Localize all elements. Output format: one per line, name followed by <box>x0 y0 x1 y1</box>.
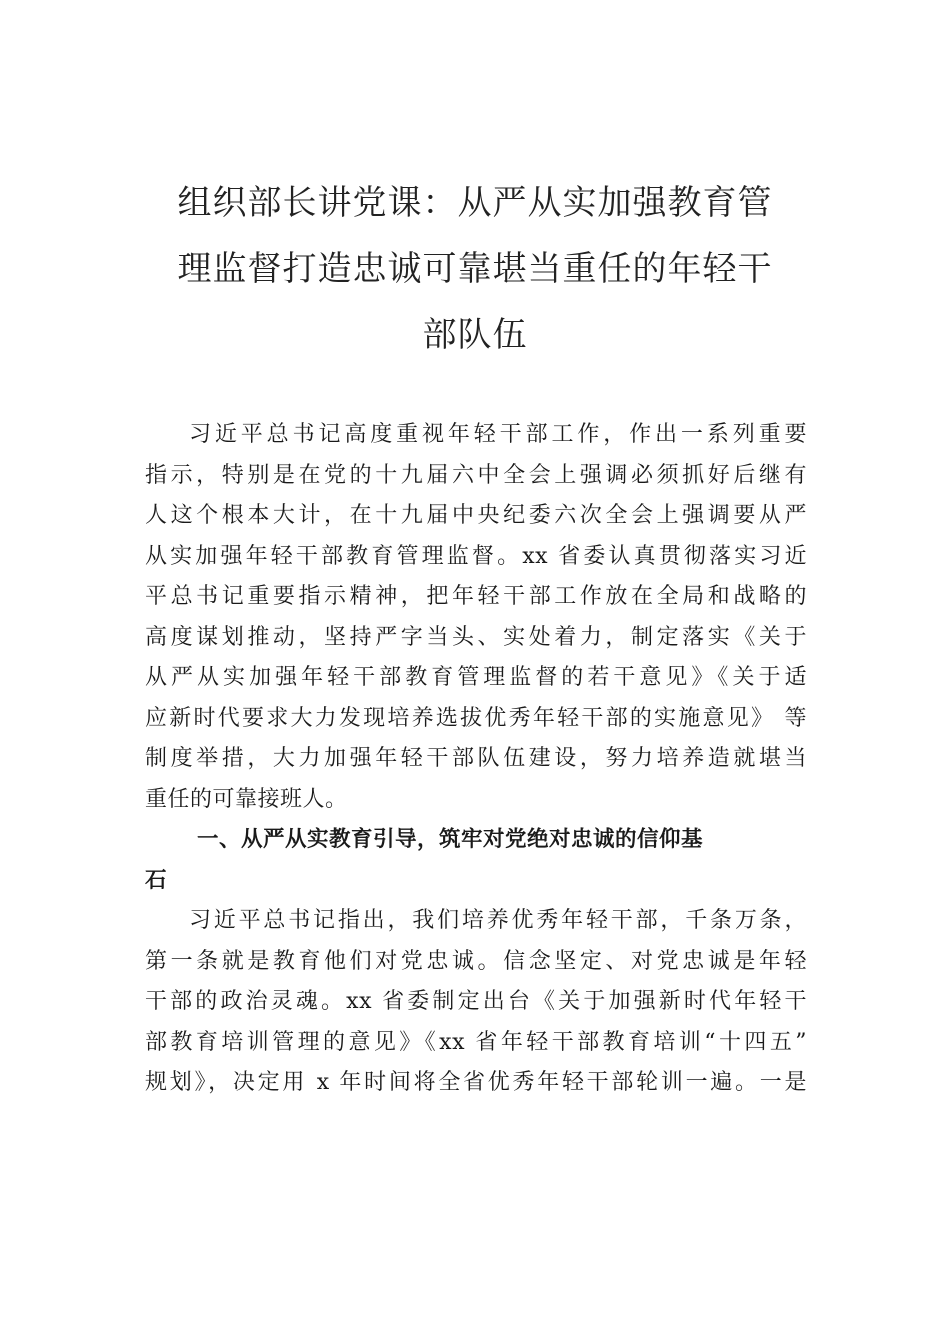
paragraph-line: 干部的政治灵魂。xx 省委制定出台《关于加强新时代年轻干 <box>145 989 807 1014</box>
paragraph-line: 从实加强年轻干部教育管理监督。xx 省委认真贯彻落实习近 <box>145 543 807 569</box>
paragraph-line: 指示，特别是在党的十九届六中全会上强调必须抓好后继有 <box>145 462 807 488</box>
title-line: 组织部长讲党课：从严从实加强教育管 <box>177 183 773 223</box>
paragraph-line: 部教育培训管理的意见》《xx 省年轻干部教育培训“十四五” <box>145 1029 807 1055</box>
section-heading-line: 一、从严从实教育引导，筑牢对党绝对忠诚的信仰基 <box>197 827 704 852</box>
paragraph-line: 重任的可靠接班人。 <box>145 786 348 812</box>
paragraph-line: 应新时代要求大力发现培养选拔优秀年轻干部的实施意见》 等 <box>145 705 807 731</box>
paragraph-line: 第一条就是教育他们对党忠诚。信念坚定、对党忠诚是年轻 <box>145 948 807 974</box>
document-title <box>145 170 805 368</box>
paragraph-line: 习近平总书记指出，我们培养优秀年轻干部，千条万条， <box>189 908 807 933</box>
paragraph-line: 制度举措，大力加强年轻干部队伍建设，努力培养造就堪当 <box>145 746 807 771</box>
paragraph-line: 习近平总书记高度重视年轻干部工作，作出一系列重要 <box>189 422 807 447</box>
document-body <box>145 415 807 1104</box>
title-line: 理监督打造忠诚可靠堪当重任的年轻干 <box>177 249 773 289</box>
paragraph-line: 人这个根本大计，在十九届中央纪委六次全会上强调要从严 <box>145 503 807 528</box>
paragraph-line: 平总书记重要指示精神，把年轻干部工作放在全局和战略的 <box>145 584 807 609</box>
paragraph-line: 从严从实加强年轻干部教育管理监督的若干意见》《关于适 <box>145 665 807 690</box>
paragraph-line: 规划》，决定用 x 年时间将全省优秀年轻干部轮训一遍。一是 <box>145 1070 807 1095</box>
paragraph-line: 高度谋划推动，坚持严字当头、实处着力，制定落实《关于 <box>145 624 807 650</box>
title-line: 部队伍 <box>422 315 528 355</box>
section-heading-line: 石 <box>145 867 168 893</box>
